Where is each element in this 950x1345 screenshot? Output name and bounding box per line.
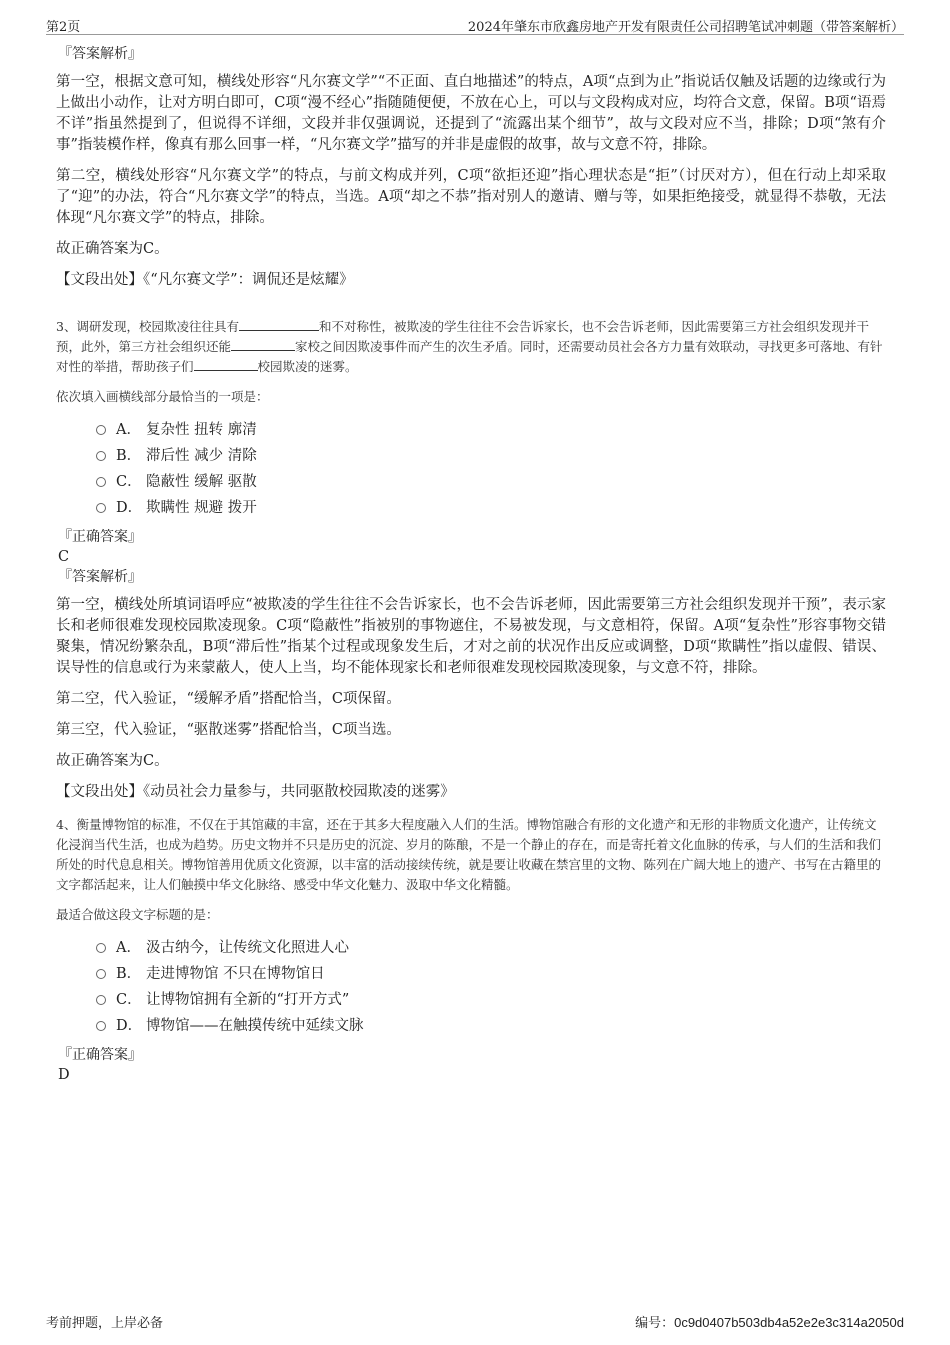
document-code: 编号：0c9d0407b503db4a52e2e3c314a2050d <box>635 1315 904 1331</box>
radio-icon[interactable] <box>96 995 106 1005</box>
q4-answer: D <box>58 1067 70 1083</box>
radio-icon[interactable] <box>96 943 106 953</box>
radio-icon[interactable] <box>96 477 106 487</box>
q4-option-a[interactable]: A． 汲古纳今，让传统文化照进人心 <box>96 935 886 961</box>
q4-stem: 4、衡量博物馆的标准，不仅在于其馆藏的丰富，还在于其多大程度融入人们的生活。博物馆融合有形的文化遗产和无形的非物质文化遗产，让传统文化浸润当代生活，也成为趋势。历史文物并不只是历史的沉淀、岁月的陈酿，不是一个静止的存在，而是寄托着文化血脉的传承，与人们的生活和我们所处的时代息息相关。博物馆善用优质文化资源，以丰富的活动接续传统，就是要让收藏在禁宫里的文物、陈列在广阔大地上的遗产、书写在古籍里的文字都活起来，让人们触摸中华文化脉络、感受中华文化魅力、汲取中华文化精髓。 <box>56 817 882 892</box>
q3-analysis-paragraph-2: 第二空，代入验证，“缓解矛盾”搭配恰当，C项保留。 <box>56 691 401 707</box>
correct-answer-label: 『正确答案』 <box>58 1047 142 1063</box>
document-title: 2024年肇东市欣鑫房地产开发有限责任公司招聘笔试冲刺题（带答案解析） <box>467 20 904 35</box>
q4-option-c[interactable]: C． 让博物馆拥有全新的“打开方式” <box>96 987 886 1013</box>
q2-analysis-paragraph-2: 第二空，横线处形容“凡尔赛文学”的特点，与前文构成并列，C项“欲拒还迎”指心理状态是“拒”（讨厌对方），但在行动上却采取了“迎”的办法，符合“凡尔赛文学”的特点，当选。A项“却之不恭”指对别人的邀请、赠与等，如果拒绝接受，就显得不恭敬，无法体现“凡尔赛文学”的特点，排除。 <box>56 168 886 226</box>
radio-icon[interactable] <box>96 1021 106 1031</box>
q3-blank-3 <box>194 358 258 371</box>
q3-analysis-paragraph-3: 第三空，代入验证，“驱散迷雾”搭配恰当，C项当选。 <box>56 722 401 738</box>
q3-option-a[interactable]: A． 复杂性 扭转 廓清 <box>96 417 886 443</box>
q4-option-b[interactable]: B． 走进博物馆 不只在博物馆日 <box>96 961 886 987</box>
radio-icon[interactable] <box>96 969 106 979</box>
radio-icon[interactable] <box>96 451 106 461</box>
q2-conclusion: 故正确答案为C。 <box>56 241 169 257</box>
q2-source: 【文段出处】《“凡尔赛文学”：调侃还是炫耀》 <box>56 272 354 288</box>
analysis-label: 『答案解析』 <box>58 569 142 585</box>
analysis-label: 『答案解析』 <box>58 46 142 62</box>
q3-option-b[interactable]: B． 滞后性 减少 清除 <box>96 443 886 469</box>
radio-icon[interactable] <box>96 503 106 513</box>
q3-blank-1 <box>239 318 319 331</box>
correct-answer-label: 『正确答案』 <box>58 529 142 545</box>
q3-analysis-paragraph-1: 第一空，横线处所填词语呼应“被欺凌的学生往往不会告诉家长，也不会告诉老师，因此需要第三方社会组织发现并干预”，表示家长和老师很难发现校园欺凌现象。C项“隐蔽性”指被别的事物遮住，不易被发现，与文意相符，保留。A项“复杂性”形容事物交错聚集，情况纷繁杂乱，B项“滞后性”指某个过程或现象发生后，才对之前的状况作出反应或调整，D项“欺瞒性”指以虚假、错误、误导性的信息或行为来蒙蔽人，使人上当，均不能体现家长和老师很难发现校园欺凌现象，与文意不符，排除。 <box>56 597 886 676</box>
footer-slogan: 考前押题，上岸必备 <box>46 1316 164 1331</box>
radio-icon[interactable] <box>96 425 106 435</box>
q3-options <box>96 417 886 521</box>
q4-options <box>96 935 886 1039</box>
q4-option-d[interactable]: D． 博物馆——在触摸传统中延续文脉 <box>96 1013 886 1039</box>
q3-conclusion: 故正确答案为C。 <box>56 753 169 769</box>
q3-option-d[interactable]: D． 欺瞒性 规避 拨开 <box>96 495 886 521</box>
q3-stem: 3、调研发现，校园欺凌往往具有 和不对称性，被欺凌的学生往往不会告诉家长，也不会告诉老师，因此需要第三方社会组织发现并干预，此外，第三方社会组织还能 家校之间因欺凌事件而产生的次生矛盾。同时，还需要动员社会各方力量有效联动，寻找更多可落地、有针对性的举措，帮助孩子们 校园欺凌的迷雾。 <box>56 319 883 374</box>
q3-answer: C <box>58 549 70 565</box>
q3-source: 【文段出处】《动员社会力量参与，共同驱散校园欺凌的迷雾》 <box>56 784 455 800</box>
q3-blank-2 <box>231 338 295 351</box>
q3-prompt: 依次填入画横线部分最恰当的一项是： <box>56 389 269 404</box>
q3-option-c[interactable]: C． 隐蔽性 缓解 驱散 <box>96 469 886 495</box>
document-body <box>56 44 886 1085</box>
q2-analysis-paragraph-1: 第一空，根据文意可知，横线处形容“凡尔赛文学”“不正面、直白地描述”的特点，A项“点到为止”指说话仅触及话题的边缘或行为上做出小动作，让对方明白即可，C项“漫不经心”指随随便便，不放在心上，可以与文段构成对应，均符合文意，保留。B项“语焉不详”指虽然提到了，但说得不详细，文段并非仅强调说，还提到了“流露出某个细节”，故与文段对应不当，排除；D项“煞有介事”指装模作样，像真有那么回事一样，“凡尔赛文学”描写的并非是虚假的故事，故与文意不符，排除。 <box>56 74 886 153</box>
page-header <box>46 14 904 35</box>
page-number: 第2页 <box>46 20 81 35</box>
q4-prompt: 最适合做这段文字标题的是： <box>56 907 219 922</box>
